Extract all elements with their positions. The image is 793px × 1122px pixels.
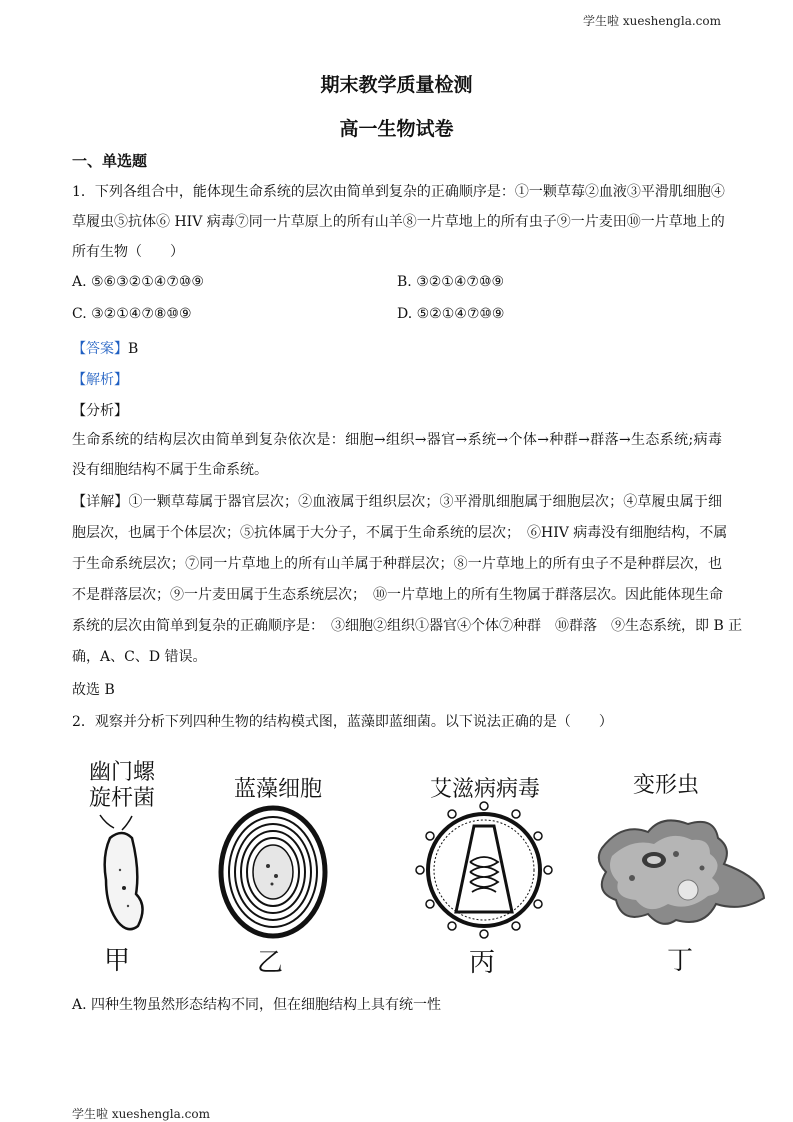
detail-line-6: 确，A、C、D 错误。 <box>72 649 207 665</box>
q1-stem-line-3: 所有生物（ ） <box>72 244 184 260</box>
figure-1-sub: 甲 <box>103 946 130 976</box>
q1-option-b: B. ③②①④⑦⑩⑨ <box>397 274 505 290</box>
figure-1-label-line-1: 幽门螺 <box>88 760 155 785</box>
answer-value: B <box>128 341 139 357</box>
detail-line-5: 系统的层次由简单到复杂的正确顺序是： ③细胞②组织①器官④个体⑦种群 ⑩群落 ⑨生态系统，即 B 正 <box>72 618 743 634</box>
answer-tag: 【答案】 <box>72 341 128 357</box>
page-footer-site: 学生啦 xueshengla.com <box>72 1107 210 1121</box>
fenxi-line-1: 生命系统的结构层次由简单到复杂依次是：细胞→组织→器官→系统→个体→种群→群落→生态系统;病毒 <box>72 432 722 448</box>
detail-line-4: 不是群落层次；⑨一片麦田属于生态系统层次； ⑩一片草地上的所有生物属于群落层次。因此能体现生命 <box>72 587 723 603</box>
amoeba-icon <box>592 808 768 932</box>
cyanobacteria-cell-icon <box>218 804 328 940</box>
figure-2-label: 蓝藻细胞 <box>233 777 322 802</box>
analysis-tag: 【解析】 <box>72 372 128 388</box>
q2-option-a: A. 四种生物虽然形态结构不同，但在细胞结构上具有统一性 <box>72 997 442 1013</box>
figure-1-label-line-2: 旋杆菌 <box>88 786 155 811</box>
bacterium-icon <box>92 810 162 935</box>
q1-answer <box>72 338 138 358</box>
figure-4-label: 变形虫 <box>632 773 699 798</box>
exam-title: 期末教学质量检测 <box>320 74 473 96</box>
detail-line-3: 于生命系统层次；⑦同一片草地上的所有山羊属于种群层次；⑧一片草地上的所有虫子不是种群层次，也 <box>72 556 722 572</box>
figure-2-sub: 乙 <box>256 948 283 978</box>
figure-1-label <box>82 760 162 812</box>
q1-stem-line-2: 草履虫⑤抗体⑥ HIV 病毒⑦同一片草原上的所有山羊⑧一片草地上的所有虫子⑨一片麦田⑩一片草地上的 <box>72 214 725 230</box>
page-header-site: 学生啦 xueshengla.com <box>583 14 721 28</box>
q1-conclusion: 故选 B <box>72 682 115 698</box>
q1-option-a: A. ⑤⑥③②①④⑦⑩⑨ <box>72 274 204 290</box>
hiv-virus-icon <box>414 800 554 940</box>
q1-option-d: D. ⑤②①④⑦⑩⑨ <box>397 306 505 322</box>
section-heading: 一、单选题 <box>72 152 148 170</box>
fenxi-tag: 【分析】 <box>72 403 128 419</box>
figure-4-sub: 丁 <box>666 946 693 976</box>
exam-subtitle: 高一生物试卷 <box>339 118 454 140</box>
figure-3-label: 艾滋病病毒 <box>429 777 540 802</box>
q1-stem-line-1: 1．下列各组合中，能体现生命系统的层次由简单到复杂的正确顺序是：①一颗草莓②血液③平滑肌细胞④ <box>72 184 725 200</box>
detail-line-1: 【详解】①一颗草莓属于器官层次；②血液属于组织层次；③平滑肌细胞属于细胞层次；④草履虫属于细 <box>72 494 722 510</box>
q1-option-c: C. ③②①④⑦⑧⑩⑨ <box>72 306 192 322</box>
q2-stem: 2．观察并分析下列四种生物的结构模式图，蓝藻即蓝细菌。以下说法正确的是（ ） <box>72 714 613 730</box>
fenxi-line-2: 没有细胞结构不属于生命系统。 <box>72 462 268 478</box>
figure-3-sub: 丙 <box>468 948 495 978</box>
detail-line-2: 胞层次，也属于个体层次；⑤抗体属于大分子，不属于生命系统的层次； ⑥HIV 病毒没有细胞结构，不属 <box>72 525 728 541</box>
